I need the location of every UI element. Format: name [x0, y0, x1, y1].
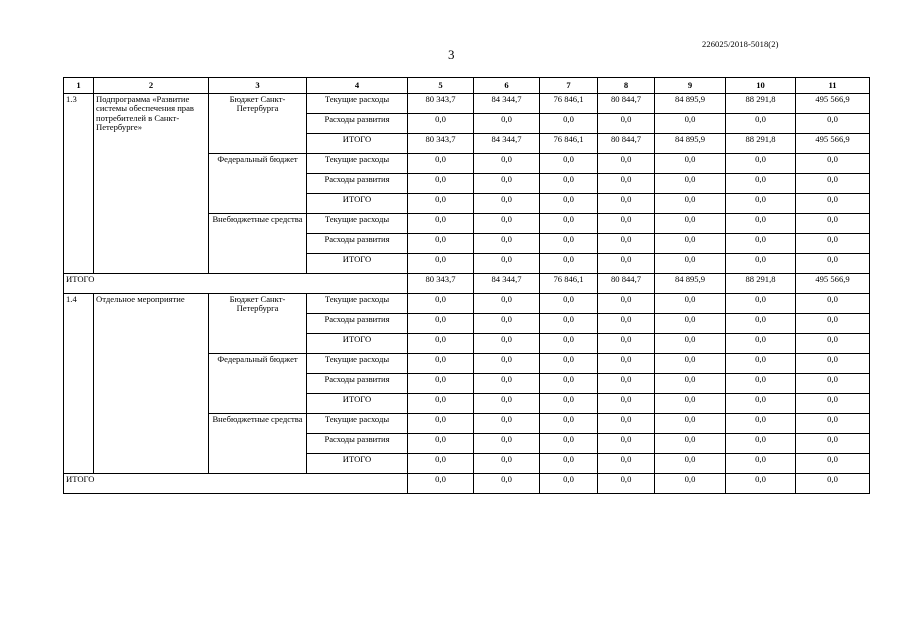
value-cell: 0,0 [726, 114, 796, 134]
value-cell: 0,0 [540, 154, 598, 174]
value-cell: 0,0 [408, 314, 474, 334]
value-cell: 0,0 [598, 194, 655, 214]
value-cell: 0,0 [726, 234, 796, 254]
value-cell: 0,0 [474, 314, 540, 334]
value-cell: 0,0 [540, 414, 598, 434]
total-value-cell: 0,0 [598, 474, 655, 494]
value-cell: 0,0 [408, 334, 474, 354]
funding-source: Бюджет Санкт-Петербурга [209, 94, 307, 154]
value-cell: 0,0 [655, 114, 726, 134]
value-cell: 88 291,8 [726, 94, 796, 114]
value-cell: 0,0 [474, 194, 540, 214]
value-cell: 0,0 [726, 174, 796, 194]
value-cell: 0,0 [408, 414, 474, 434]
total-value-cell: 0,0 [655, 474, 726, 494]
section-index: 1.3 [64, 94, 94, 274]
value-cell: 0,0 [655, 314, 726, 334]
value-cell: 0,0 [598, 434, 655, 454]
value-cell: 0,0 [796, 174, 870, 194]
expense-type: ИТОГО [307, 334, 408, 354]
value-cell: 0,0 [408, 294, 474, 314]
value-cell: 0,0 [474, 254, 540, 274]
value-cell: 0,0 [540, 254, 598, 274]
value-cell: 0,0 [540, 374, 598, 394]
total-value-cell: 0,0 [474, 474, 540, 494]
value-cell: 0,0 [408, 454, 474, 474]
value-cell: 0,0 [598, 414, 655, 434]
funding-source: Федеральный бюджет [209, 154, 307, 214]
value-cell: 0,0 [598, 254, 655, 274]
value-cell: 0,0 [655, 334, 726, 354]
value-cell: 0,0 [796, 234, 870, 254]
value-cell: 0,0 [474, 374, 540, 394]
value-cell: 0,0 [726, 374, 796, 394]
value-cell: 0,0 [796, 394, 870, 414]
value-cell: 0,0 [408, 114, 474, 134]
value-cell: 0,0 [796, 454, 870, 474]
value-cell: 0,0 [796, 434, 870, 454]
value-cell: 0,0 [726, 454, 796, 474]
header-cell: 10 [726, 78, 796, 94]
value-cell: 0,0 [655, 414, 726, 434]
value-cell: 0,0 [655, 234, 726, 254]
funding-source: Внебюджетные средства [209, 414, 307, 474]
expense-type: ИТОГО [307, 254, 408, 274]
expense-type: Расходы развития [307, 374, 408, 394]
value-cell: 0,0 [540, 214, 598, 234]
value-cell: 0,0 [726, 394, 796, 414]
value-cell: 0,0 [655, 254, 726, 274]
total-value-cell: 0,0 [540, 474, 598, 494]
value-cell: 0,0 [598, 354, 655, 374]
value-cell: 0,0 [474, 234, 540, 254]
value-cell: 84 344,7 [474, 94, 540, 114]
value-cell: 0,0 [726, 314, 796, 334]
value-cell: 0,0 [726, 334, 796, 354]
value-cell: 0,0 [655, 374, 726, 394]
total-label: ИТОГО [64, 274, 408, 294]
value-cell: 0,0 [540, 434, 598, 454]
table-row [64, 94, 870, 114]
section-index: 1.4 [64, 294, 94, 474]
value-cell: 0,0 [655, 154, 726, 174]
value-cell: 80 343,7 [408, 134, 474, 154]
value-cell: 0,0 [540, 314, 598, 334]
value-cell: 0,0 [474, 434, 540, 454]
value-cell: 84 895,9 [655, 134, 726, 154]
header-cell: 5 [408, 78, 474, 94]
funding-source: Внебюджетные средства [209, 214, 307, 274]
value-cell: 0,0 [474, 174, 540, 194]
total-value-cell: 84 344,7 [474, 274, 540, 294]
total-value-cell: 88 291,8 [726, 274, 796, 294]
total-label: ИТОГО [64, 474, 408, 494]
value-cell: 84 895,9 [655, 94, 726, 114]
header-cell: 7 [540, 78, 598, 94]
table-header-row [64, 78, 870, 94]
value-cell: 0,0 [540, 454, 598, 474]
value-cell: 0,0 [474, 334, 540, 354]
header-cell: 1 [64, 78, 94, 94]
value-cell: 76 846,1 [540, 94, 598, 114]
value-cell: 0,0 [726, 154, 796, 174]
value-cell: 0,0 [474, 354, 540, 374]
value-cell: 0,0 [408, 194, 474, 214]
value-cell: 0,0 [408, 154, 474, 174]
budget-table [63, 77, 870, 494]
header-cell: 3 [209, 78, 307, 94]
expense-type: Текущие расходы [307, 154, 408, 174]
header-cell: 6 [474, 78, 540, 94]
expense-type: Расходы развития [307, 234, 408, 254]
expense-type: Текущие расходы [307, 94, 408, 114]
value-cell: 0,0 [655, 214, 726, 234]
value-cell: 0,0 [408, 234, 474, 254]
value-cell: 0,0 [408, 394, 474, 414]
expense-type: Текущие расходы [307, 214, 408, 234]
value-cell: 0,0 [408, 434, 474, 454]
value-cell: 0,0 [726, 214, 796, 234]
value-cell: 0,0 [474, 214, 540, 234]
header-cell: 4 [307, 78, 408, 94]
expense-type: Текущие расходы [307, 294, 408, 314]
value-cell: 80 844,7 [598, 94, 655, 114]
value-cell: 0,0 [540, 174, 598, 194]
section-name: Отдельное мероприятие [94, 294, 209, 474]
value-cell: 0,0 [655, 354, 726, 374]
value-cell: 0,0 [796, 294, 870, 314]
value-cell: 0,0 [408, 254, 474, 274]
value-cell: 0,0 [540, 334, 598, 354]
header-cell: 2 [94, 78, 209, 94]
expense-type: Расходы развития [307, 434, 408, 454]
total-value-cell: 84 895,9 [655, 274, 726, 294]
value-cell: 0,0 [474, 394, 540, 414]
value-cell: 0,0 [726, 294, 796, 314]
header-cell: 8 [598, 78, 655, 94]
value-cell: 0,0 [474, 414, 540, 434]
value-cell: 0,0 [726, 354, 796, 374]
value-cell: 0,0 [598, 154, 655, 174]
value-cell: 0,0 [408, 214, 474, 234]
value-cell: 0,0 [598, 294, 655, 314]
section-total-row [64, 274, 870, 294]
total-value-cell: 76 846,1 [540, 274, 598, 294]
value-cell: 0,0 [474, 454, 540, 474]
value-cell: 0,0 [655, 194, 726, 214]
expense-type: ИТОГО [307, 454, 408, 474]
funding-source: Бюджет Санкт-Петербурга [209, 294, 307, 354]
value-cell: 0,0 [796, 194, 870, 214]
expense-type: ИТОГО [307, 194, 408, 214]
total-value-cell: 0,0 [408, 474, 474, 494]
section-name: Подпрограмма «Развитие системы обеспечения прав потребителей в Санкт-Петербурге» [94, 94, 209, 274]
value-cell: 0,0 [540, 354, 598, 374]
value-cell: 0,0 [474, 114, 540, 134]
value-cell: 495 566,9 [796, 94, 870, 114]
value-cell: 0,0 [540, 114, 598, 134]
value-cell: 0,0 [598, 394, 655, 414]
total-value-cell: 80 343,7 [408, 274, 474, 294]
value-cell: 0,0 [598, 114, 655, 134]
expense-type: Текущие расходы [307, 414, 408, 434]
value-cell: 0,0 [655, 294, 726, 314]
value-cell: 0,0 [655, 434, 726, 454]
value-cell: 0,0 [598, 314, 655, 334]
value-cell: 0,0 [540, 294, 598, 314]
value-cell: 76 846,1 [540, 134, 598, 154]
expense-type: ИТОГО [307, 134, 408, 154]
expense-type: ИТОГО [307, 394, 408, 414]
value-cell: 0,0 [796, 314, 870, 334]
funding-source: Федеральный бюджет [209, 354, 307, 414]
expense-type: Текущие расходы [307, 354, 408, 374]
value-cell: 80 844,7 [598, 134, 655, 154]
value-cell: 0,0 [408, 174, 474, 194]
value-cell: 0,0 [796, 374, 870, 394]
value-cell: 0,0 [655, 394, 726, 414]
header-cell: 11 [796, 78, 870, 94]
value-cell: 0,0 [796, 214, 870, 234]
value-cell: 0,0 [408, 354, 474, 374]
value-cell: 495 566,9 [796, 134, 870, 154]
header-cell: 9 [655, 78, 726, 94]
total-value-cell: 80 844,7 [598, 274, 655, 294]
value-cell: 0,0 [726, 194, 796, 214]
value-cell: 0,0 [655, 454, 726, 474]
value-cell: 0,0 [796, 414, 870, 434]
value-cell: 84 344,7 [474, 134, 540, 154]
value-cell: 0,0 [796, 254, 870, 274]
page-number: 3 [448, 47, 455, 62]
value-cell: 0,0 [796, 114, 870, 134]
expense-type: Расходы развития [307, 174, 408, 194]
value-cell: 0,0 [540, 394, 598, 414]
total-value-cell: 0,0 [726, 474, 796, 494]
total-value-cell: 0,0 [796, 474, 870, 494]
section-total-row [64, 474, 870, 494]
value-cell: 0,0 [598, 174, 655, 194]
value-cell: 0,0 [598, 374, 655, 394]
value-cell: 0,0 [540, 234, 598, 254]
total-value-cell: 495 566,9 [796, 274, 870, 294]
document-number: 226025/2018-5018(2) [702, 39, 779, 49]
value-cell: 0,0 [796, 334, 870, 354]
value-cell: 0,0 [598, 334, 655, 354]
value-cell: 0,0 [598, 234, 655, 254]
value-cell: 0,0 [598, 454, 655, 474]
budget-table-body [64, 78, 870, 494]
value-cell: 0,0 [796, 154, 870, 174]
value-cell: 0,0 [474, 294, 540, 314]
value-cell: 0,0 [540, 194, 598, 214]
value-cell: 0,0 [408, 374, 474, 394]
value-cell: 0,0 [474, 154, 540, 174]
value-cell: 88 291,8 [726, 134, 796, 154]
table-row [64, 294, 870, 314]
value-cell: 80 343,7 [408, 94, 474, 114]
value-cell: 0,0 [598, 214, 655, 234]
value-cell: 0,0 [726, 254, 796, 274]
value-cell: 0,0 [796, 354, 870, 374]
expense-type: Расходы развития [307, 314, 408, 334]
expense-type: Расходы развития [307, 114, 408, 134]
value-cell: 0,0 [655, 174, 726, 194]
value-cell: 0,0 [726, 414, 796, 434]
value-cell: 0,0 [726, 434, 796, 454]
